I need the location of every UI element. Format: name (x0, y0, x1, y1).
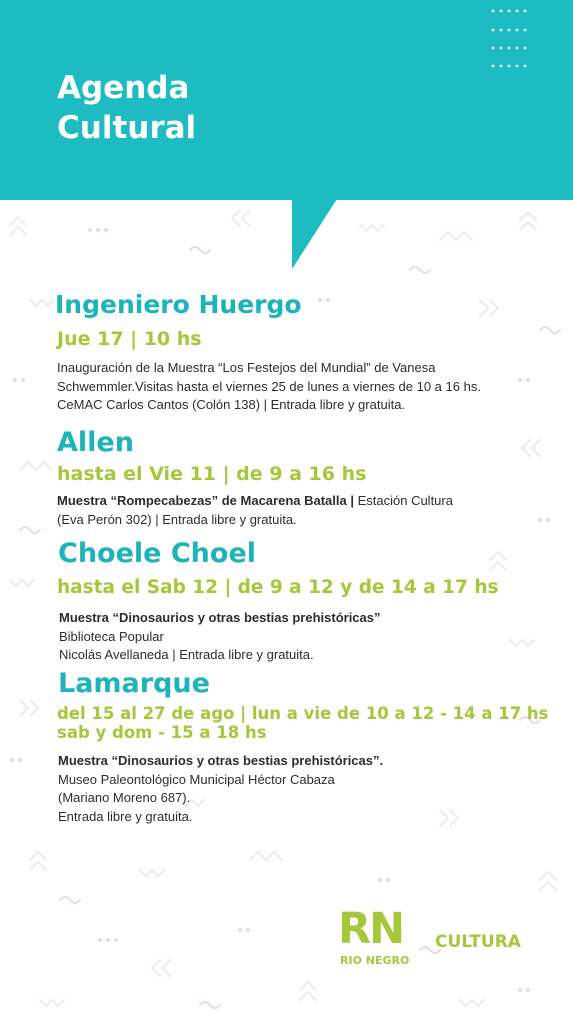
event-city-lamarque: Lamarque (58, 668, 210, 699)
event-when-lamarque (57, 705, 549, 743)
desc-line: CeMAC Carlos Cantos (Colón 138) | Entrada libre y gratuita. (57, 397, 406, 412)
title-line-1: Agenda (57, 70, 190, 106)
event-when-ingeniero-huergo: Jue 17 | 10 hs (57, 328, 202, 350)
desc-line: Museo Paleontológico Municipal Héctor Cabaza (58, 771, 335, 787)
event-when-choele-choel: hasta el Sab 12 | de 9 a 12 y de 14 a 17 hs (57, 577, 499, 598)
rio-negro-cultura-logo (338, 905, 548, 971)
desc-line: (Eva Perón 302) | Entrada libre y gratuita. (57, 511, 297, 527)
header-speech-tail (292, 199, 337, 269)
desc-line: (Mariano Moreno 687). (58, 790, 191, 805)
event-city-choele-choel: Choele Choel (58, 538, 257, 569)
event-city-allen: Allen (57, 427, 134, 458)
event-desc-choele-choel (59, 609, 381, 665)
logo-section: CULTURA (435, 932, 521, 952)
event-city-ingeniero-huergo: Ingeniero Huergo (55, 290, 302, 319)
event-desc-allen (57, 492, 453, 529)
desc-line: Nicolás Avellaneda | Entrada libre y gratuita. (59, 647, 314, 662)
desc-line: Entrada libre y gratuita. (58, 808, 193, 824)
event-desc-lamarque (58, 752, 383, 826)
page-title (57, 68, 196, 148)
desc-line (57, 492, 453, 511)
desc-line-bold: Muestra “Rompecabezas” de Macarena Batalla | (57, 493, 354, 508)
desc-line: Schwemmler.Visitas hasta el viernes 25 de lunes a viernes de 10 a 16 hs. (57, 378, 481, 394)
desc-line: Inauguración de la Muestra “Los Festejos del Mundial” de Vanesa (57, 360, 436, 375)
title-line-2: Cultural (57, 110, 197, 146)
logo-name: RIO NEGRO (340, 954, 410, 967)
logo-mark: RN (338, 904, 404, 954)
desc-line-rest: Estación Cultura (353, 493, 453, 508)
event-when-allen: hasta el Vie 11 | de 9 a 16 hs (57, 463, 367, 485)
desc-line-bold: Muestra “Dinosaurios y otras bestias prehistóricas”. (58, 753, 384, 768)
when-line: sab y dom - 15 a 18 hs (57, 722, 267, 742)
decorative-dots (490, 8, 530, 70)
desc-line: Biblioteca Popular (59, 628, 164, 644)
desc-line-bold: Muestra “Dinosaurios y otras bestias prehistóricas” (59, 610, 381, 625)
event-desc-ingeniero-huergo (57, 359, 481, 415)
when-line: del 15 al 27 de ago | lun a vie de 10 a 12 - 14 a 17 hs (57, 704, 549, 723)
